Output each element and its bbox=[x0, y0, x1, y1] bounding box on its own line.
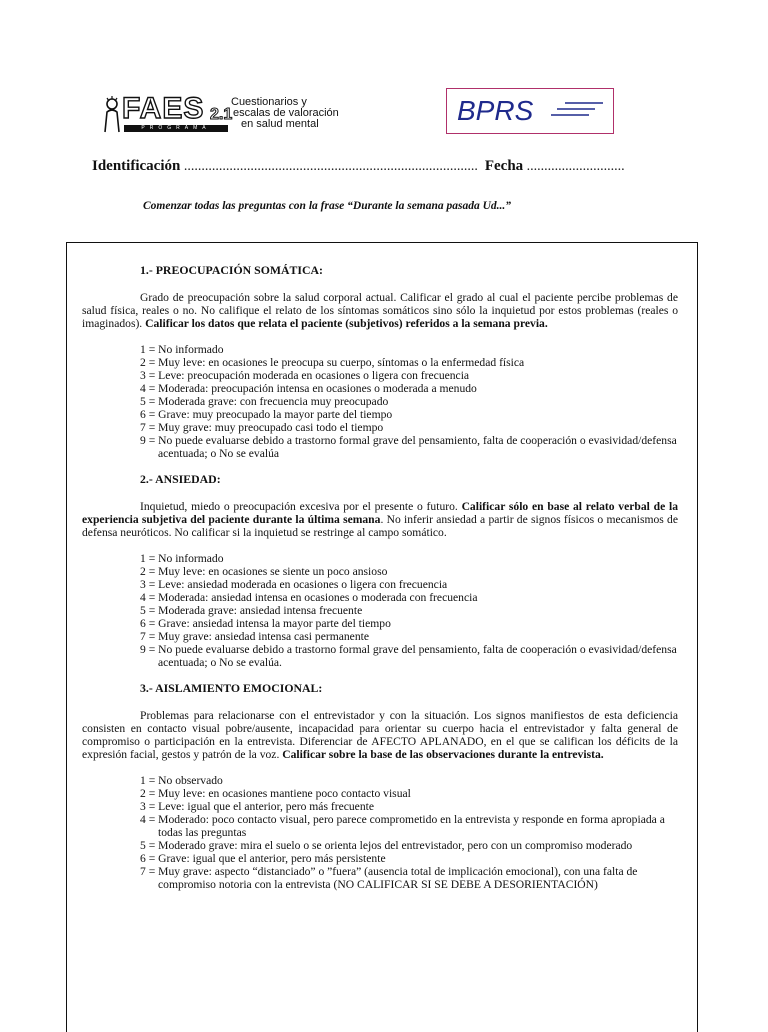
scale-item: 3 = Leve: preocupación moderada en ocasiones o ligera con frecuencia bbox=[140, 369, 470, 382]
scale-item: 7 = Muy grave: ansiedad intensa casi permanente bbox=[140, 630, 369, 643]
section-anxiety bbox=[82, 473, 678, 669]
description-text: Problemas para relacionarse con el entrevistador y con la situación. Los signos manifiestos de esta deficiencia consisten en contacto visual pobre/ausente, incapacidad para orientar su cuerpo hacia el entrevistador y falta general de compromiso o participación en la entrevista. Diferenciar de AFECTO APLANADO, en el que se califican los déficits de la expresión facial, gestos y patrón de la voz. bbox=[82, 709, 678, 761]
scale-item: 3 = Leve: igual que el anterior, pero más frecuente bbox=[140, 800, 374, 813]
scale-item: 9 = No puede evaluarse debido a trastorno formal grave del pensamiento, falta de cooperación o evasividad/defensa acentuada; o No se evalúa bbox=[140, 434, 677, 460]
scale-item: 9 = No puede evaluarse debido a trastorno formal grave del pensamiento, falta de cooperación o evasividad/defensa acentuada; o No se evalúa. bbox=[140, 643, 677, 669]
scale-item: 4 = Moderada: preocupación intensa en ocasiones o moderada a menudo bbox=[140, 382, 477, 395]
identification-line bbox=[92, 158, 682, 175]
scale-item: 1 = No informado bbox=[140, 343, 224, 356]
scale-item: 2 = Muy leve: en ocasiones mantiene poco contacto visual bbox=[140, 787, 411, 800]
description-text: Inquietud, miedo o preocupación excesiva por el presente o futuro. bbox=[140, 500, 462, 513]
description-tail: . No inferir ansiedad a partir de signos físicos o mecanismos de defensa neuróticos. No calificar si la inquietud se restringe al campo somático. bbox=[82, 513, 678, 539]
section-description bbox=[82, 709, 678, 761]
section-emotional-withdrawal bbox=[82, 682, 678, 891]
logo-band: PROGRAMA bbox=[124, 125, 228, 132]
description-text: Grado de preocupación sobre la salud corporal actual. Calificar el grado al cual el paciente percibe problemas de salud física, reales o no. No califique el relato de los síntomas somáticos sino sólo la inquietud por estos problemas (reales o imaginados). bbox=[82, 291, 678, 330]
date-field[interactable]: ............................ bbox=[526, 159, 625, 174]
scale-item: 7 = Muy grave: aspecto “distanciado” o ”fuera” (ausencia total de implicación emocional), con una falta de compromiso notoria con la entrevista (NO CALIFICAR SI SE DEBE A DESORIENTACIÓN) bbox=[140, 865, 638, 891]
scale-item: 5 = Moderada grave: ansiedad intensa frecuente bbox=[140, 604, 363, 617]
description-bold: Calificar sobre la base de las observaciones durante la entrevista. bbox=[282, 748, 604, 761]
scale-item: 4 = Moderado: poco contacto visual, pero parece comprometido en la entrevista y responde en forma apropiada a todas las preguntas bbox=[140, 813, 665, 839]
logo-tagline bbox=[231, 97, 339, 130]
scale-item: 1 = No informado bbox=[140, 552, 224, 565]
scale-item: 6 = Grave: ansiedad intensa la mayor parte del tiempo bbox=[140, 617, 391, 630]
rating-scale bbox=[140, 774, 678, 891]
scale-item: 5 = Moderada grave: con frecuencia muy preocupado bbox=[140, 395, 389, 408]
section-description bbox=[82, 500, 678, 539]
faes-logo bbox=[102, 92, 342, 136]
scale-item: 1 = No observado bbox=[140, 774, 223, 787]
section-somatic-concern bbox=[82, 264, 678, 460]
description-bold: Calificar sólo en base al relato verbal de la experiencia subjetiva del paciente durante la última semana bbox=[82, 500, 678, 526]
scale-item: 6 = Grave: igual que el anterior, pero más persistente bbox=[140, 852, 386, 865]
section-description bbox=[82, 291, 678, 330]
decorative-lines-icon bbox=[547, 101, 605, 121]
identification-label: Identificación bbox=[92, 158, 181, 174]
logo-version: 2.1 bbox=[210, 106, 233, 123]
description-bold: Calificar los datos que relata el paciente (subjetivos) referidos a la semana previa. bbox=[145, 317, 548, 330]
logo-tagline-line: en salud mental bbox=[241, 118, 319, 130]
scale-item: 7 = Muy grave: muy preocupado casi todo el tiempo bbox=[140, 421, 384, 434]
scale-item: 5 = Moderado grave: mira el suelo o se orienta lejos del entrevistador, pero con un compromiso moderado bbox=[140, 839, 633, 852]
rating-scale bbox=[140, 343, 678, 460]
logo-wordmark: FAES bbox=[122, 92, 205, 125]
scale-item: 2 = Muy leve: en ocasiones se siente un poco ansioso bbox=[140, 565, 388, 578]
section-title: 3.- AISLAMIENTO EMOCIONAL: bbox=[140, 681, 323, 695]
logo-tagline-line: Cuestionarios y bbox=[231, 96, 307, 108]
identification-field[interactable]: .................................................................................... bbox=[183, 159, 478, 174]
date-label: Fecha bbox=[484, 158, 524, 174]
sections-container bbox=[82, 250, 678, 904]
section-title: 2.- ANSIEDAD: bbox=[140, 472, 221, 486]
bprs-title: BPRS bbox=[457, 95, 534, 126]
section-title: 1.- PREOCUPACIÓN SOMÁTICA: bbox=[140, 263, 323, 277]
scale-item: 6 = Grave: muy preocupado la mayor parte del tiempo bbox=[140, 408, 393, 421]
instruction-text: Comenzar todas las preguntas con la frase “Durante la semana pasada Ud...” bbox=[143, 200, 512, 212]
bprs-badge bbox=[446, 88, 614, 134]
rating-scale bbox=[140, 552, 678, 669]
person-icon bbox=[102, 96, 122, 134]
scale-item: 4 = Moderada: ansiedad intensa en ocasiones o moderada con frecuencia bbox=[140, 591, 478, 604]
logo-tagline-line: escalas de valoración bbox=[233, 107, 339, 119]
scale-item: 2 = Muy leve: en ocasiones le preocupa su cuerpo, síntomas o la enfermedad física bbox=[140, 356, 525, 369]
scale-item: 3 = Leve: ansiedad moderada en ocasiones o ligera con frecuencia bbox=[140, 578, 448, 591]
